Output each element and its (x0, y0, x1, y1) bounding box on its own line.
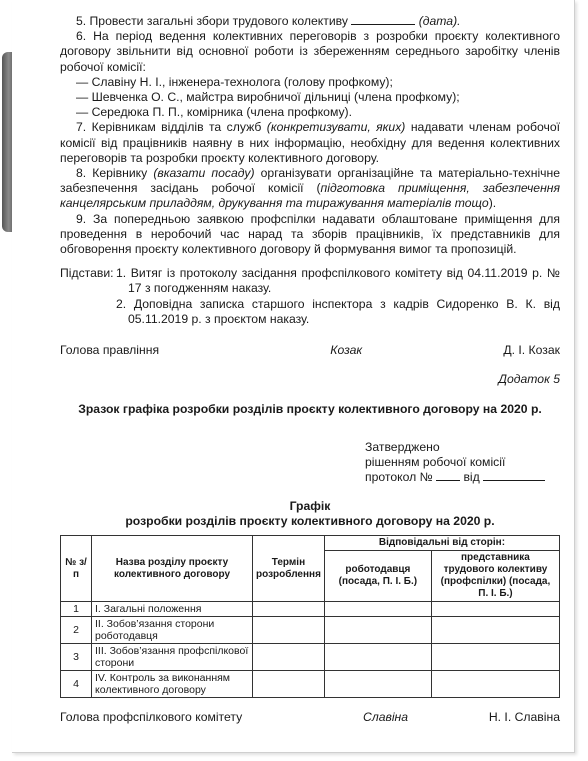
schedule-table: № з/п Назва розділу проєкту колективного договору Термін розроблення Відповідальні від сторін: роботодавця (посада, П. І. Б.) представника трудового колективу (профспілки) (посада, П. І. Б.) 1 І. Загальні положення 2 ІІ. Зобов’язання сторони роботодавця 3 ІІІ. Зобов’язання профспілкової сторони 4 IV. Контроль за виконанням колективного договору (60, 535, 560, 698)
sample-title: Зразок графіка розробки розділів проєкту колективного договору на 2020 р. (78, 402, 542, 417)
document-content (60, 14, 560, 725)
appendix-label: Додаток 5 (498, 372, 560, 387)
basis-2: 2. Доповідна записка старшого інспектора з кадрів Сидоренко В. К. від 05.11.2019 р. з проєктом наказу. (116, 296, 560, 326)
item-6: 6. На період ведення колективних переговорів з розробки проєкту колективного договору звільнити від основної роботи із збереженням середнього заробітку членів робочої комісії: (60, 29, 560, 74)
item-5: 5. Провести загальні збори трудового колективу (дата). (76, 14, 461, 28)
date-blank (351, 14, 415, 25)
item-9: 9. За попередньою заявкою профспілки надавати облаштоване приміщення для проведення в неробочий час нарад та зборів працівників, їх представників для обговорення проєкту колективного договору й формування вимог та пропозицій. (60, 211, 560, 257)
member-3: — Середюка П. П., комірника (члена профкому). (76, 105, 352, 120)
member-1: — Славіну Н. І., інженера-технолога (голову профкому); (76, 74, 393, 89)
schedule-title: Графік (289, 498, 331, 513)
signature-union (60, 710, 560, 725)
table-row: 3 ІІІ. Зобов’язання профспілкової сторони (61, 644, 560, 671)
signer-role: Голова правління (60, 343, 160, 358)
signer-name: Н. І. Славіна (488, 710, 560, 725)
basis-label: Підстави: (60, 266, 114, 281)
signature-board (60, 343, 560, 358)
table-row: 2 ІІ. Зобов’язання сторони роботодавця (61, 617, 560, 644)
table-row: 1 І. Загальні положення (61, 602, 560, 617)
item-7: 7. Керівникам відділів та служб (конкретизувати, яких) надавати членам робочої комісії від працівників наявну в них інформацію, необхідну для ведення колективних переговорів та розробки проєкту колективного договору. (60, 120, 560, 165)
basis-1: 1. Витяг із протоколу засідання профспілкового комітету від 04.11.2019 р. № 17 з погодженням наказу. (116, 266, 560, 296)
signature: Козак (330, 343, 363, 358)
approval-block: Затверджено рішенням робочої комісії протокол № від (365, 440, 560, 485)
schedule-subtitle: розробки розділів проєкту колективного договору на 2020 р. (125, 513, 495, 528)
basis-block (60, 266, 560, 327)
table-row: 4 IV. Контроль за виконанням колективного договору (61, 671, 560, 698)
signer-name: Д. І. Козак (503, 343, 560, 358)
signature: Славіна (363, 710, 409, 725)
member-2: — Шевченка О. С., майстра виробничої дільниці (члена профкому); (76, 90, 460, 105)
signer-role: Голова профспілкового комітету (60, 710, 243, 725)
item-8: 8. Керівнику (вказати посаду) організувати організаційне та матеріально-технічне забезпечення засідань робочої комісії (підготовка приміщення, забезпечення канцелярським приладдям, друкування та тиражування матеріалів тощо). (60, 166, 561, 211)
